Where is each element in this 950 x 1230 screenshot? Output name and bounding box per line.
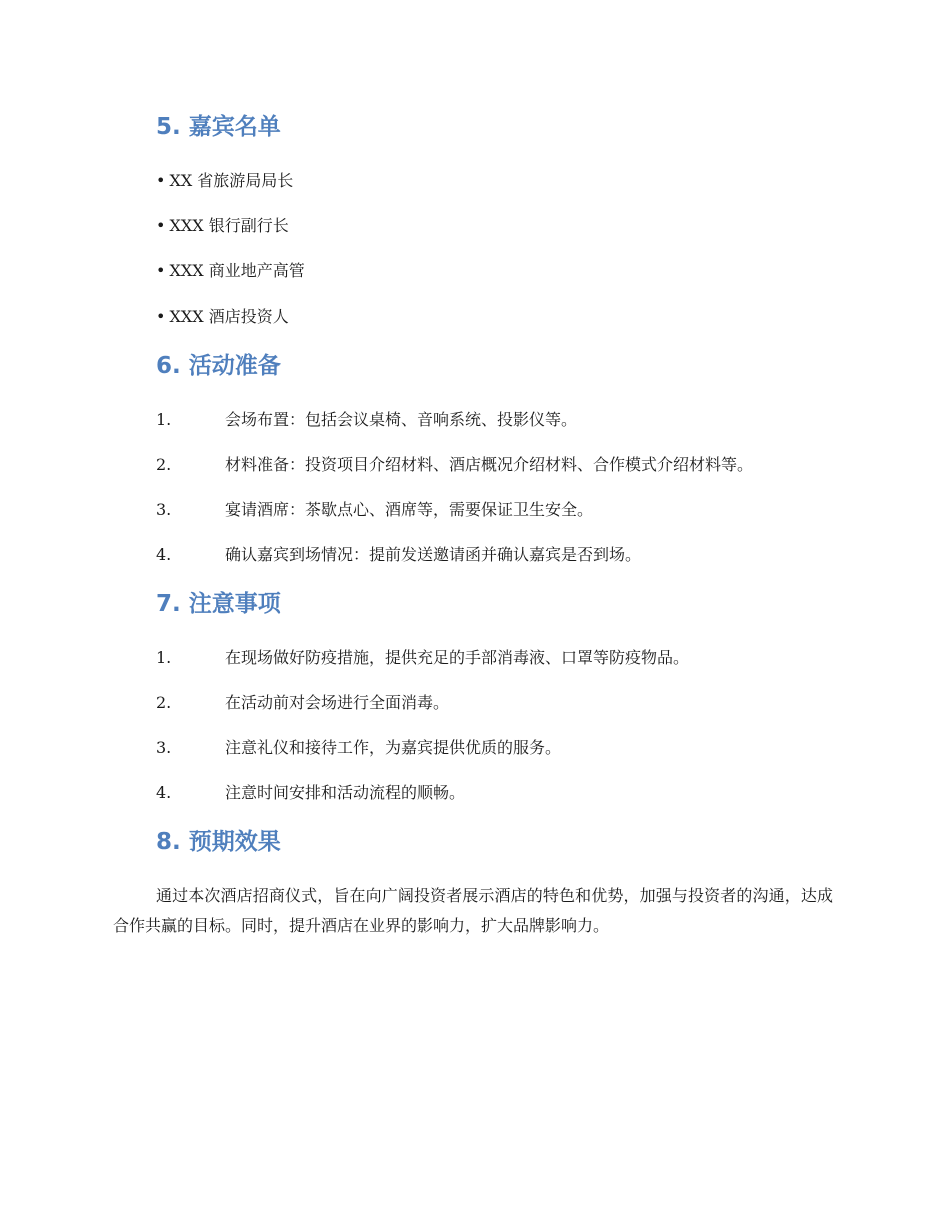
section-heading-guests: 5. 嘉宾名单 (156, 114, 281, 140)
section-heading-effect: 8. 预期效果 (156, 829, 281, 855)
effect-paragraph: 通过本次酒店招商仪式，旨在向广阔投资者展示酒店的特色和优势，加强与投资者的沟通，达成合作共赢的目标。同时，提升酒店在业界的影响力，扩大品牌影响力。 (113, 886, 833, 935)
guest-list-item: • XXX 银行副行长 (156, 216, 289, 235)
section-heading-preparation: 6. 活动准备 (156, 353, 281, 379)
guest-list-item: • XXX 商业地产高管 (156, 261, 305, 280)
document-page: 5. 嘉宾名单 • XX 省旅游局局长 • XXX 银行副行长 • XXX 商业地产高管 • XXX 酒店投资人 6. 活动准备 1. 会场布置：包括会议桌椅、音响系统、投影仪等。 2. 材料准备：投资项目介绍材料、酒店概况介绍材料、合作模式介绍材料等。 3. 宴请酒席：茶歇点心、酒席等，需要保证卫生安全。 4. 确认嘉宾到场情况：提前发送邀请函并确认嘉宾是否到场。 7. 注意事项 1. 在现场做好防疫措施，提供充足的手部消毒液、口罩等防疫物品。 2. 在活动前对会场进行全面消毒。 3. 注意礼仪和接待工作，为嘉宾提供优质的服务。 4. 注意时间安排和活动流程的顺畅。 8. 预期效果 通过本次酒店招商仪式，旨在向广阔投资者展示酒店的特色和优势，加强与投资者的沟通，达成合作共赢的目标。同时，提升酒店在业界的影响力，扩大品牌影响力。 (0, 0, 950, 1230)
guest-list-item: • XX 省旅游局局长 (156, 171, 294, 190)
section-heading-notes: 7. 注意事项 (156, 591, 281, 617)
guest-list-item: • XXX 酒店投资人 (156, 307, 289, 326)
